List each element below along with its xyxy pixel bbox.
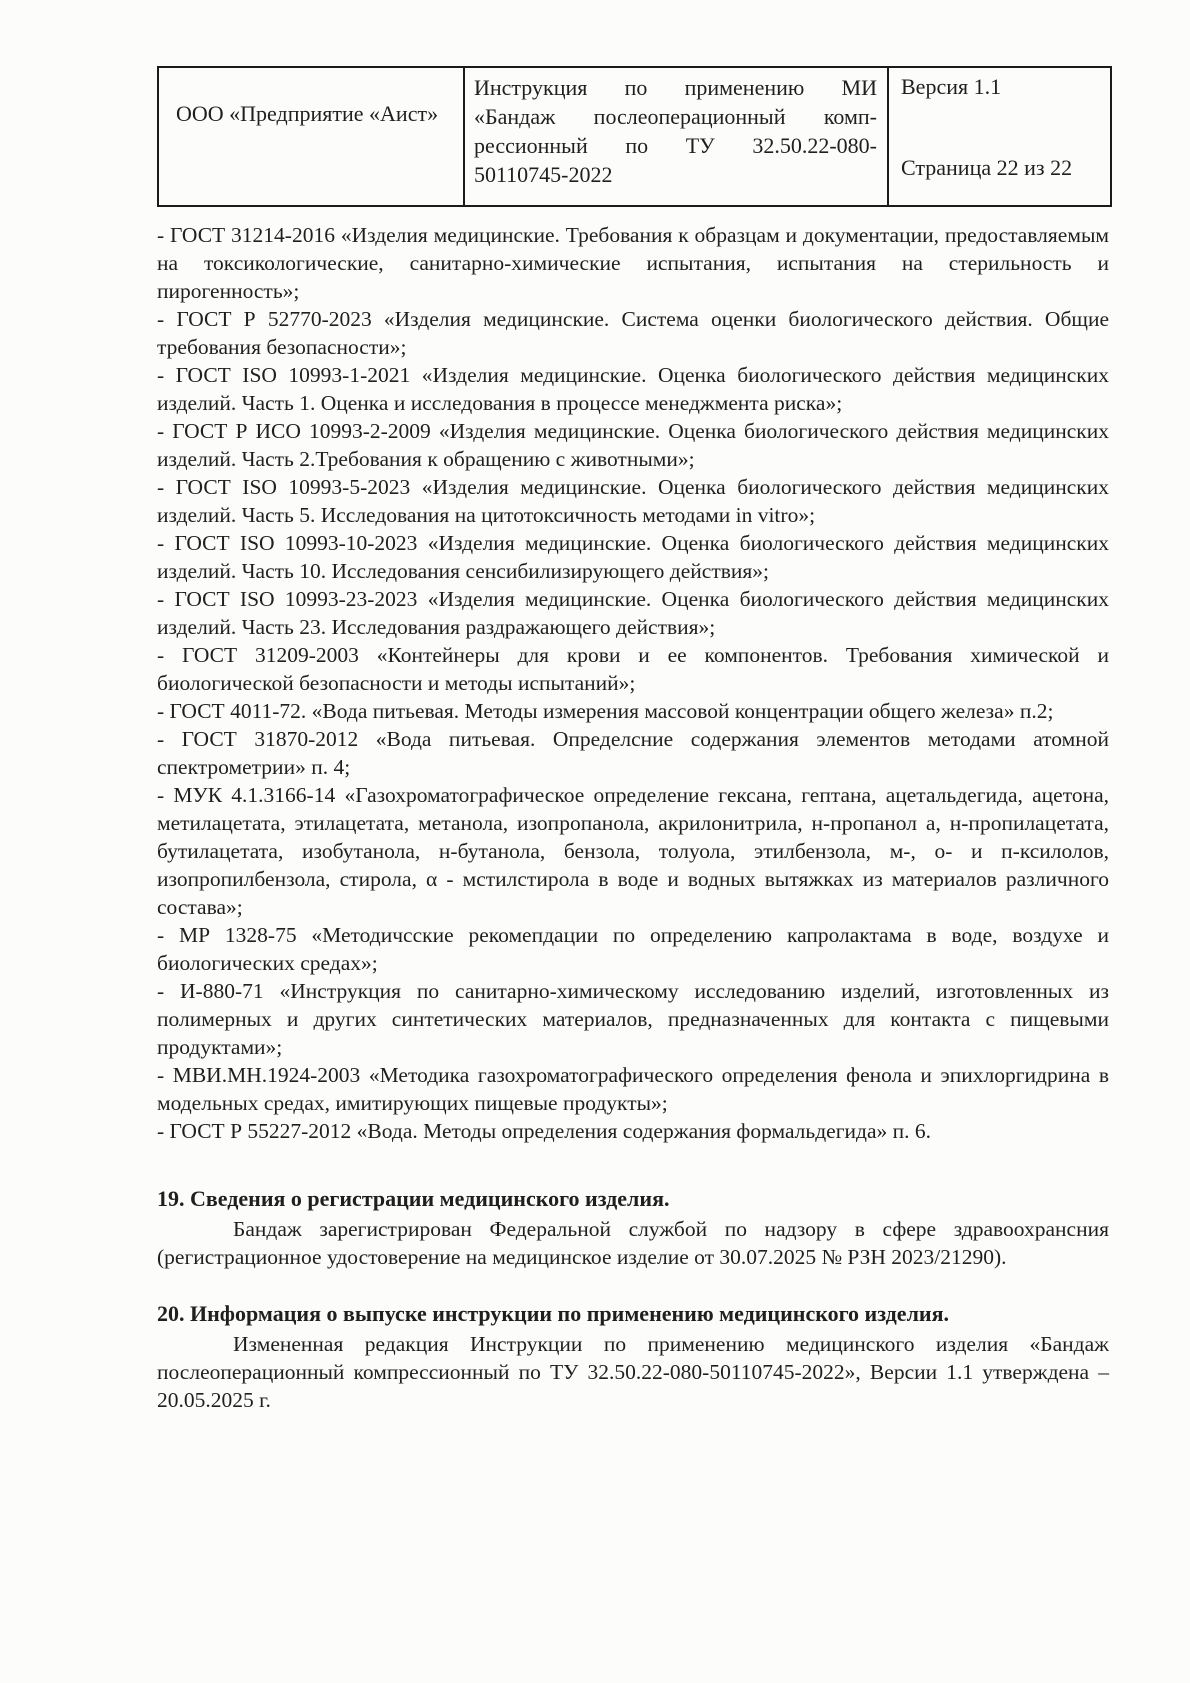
standard-item: - ГОСТ ISO 10993-23-2023 «Изделия медицинские. Оценка биологического действия медицинских изделий. Часть 23. Исследования раздражающего действия»;: [157, 587, 1109, 639]
standard-item: - МУК 4.1.3166-14 «Газохроматографическое определение гексана, гептана, ацетальдегида, ацетона, метилацетата, этилацетата, метанола, изопропанола, акрилонитрила, н-пропанол а, н-пропилацетата, бутилацетата, изобутанола, н-бутанола, бензола, толуола, этилбензола, м-, о- и п-ксилолов, изопропилбензола, стирола, α - мстилстирола в воде и водных вытяжках из материалов различного состава»;: [157, 783, 1109, 919]
standard-item: - ГОСТ 31209-2003 «Контейнеры для крови и ее компонентов. Требования химической и биологической безопасности и методы испытаний»;: [157, 643, 1109, 695]
page-number: Страница 22 из 22: [901, 155, 1073, 180]
document-body: [157, 221, 1109, 1414]
doc-title-line: рессионный по ТУ 32.50.22-080-: [474, 133, 877, 158]
doc-version: Версия 1.1: [901, 74, 1002, 99]
doc-title-cell: [465, 68, 889, 205]
standard-item: - МВИ.МН.1924-2003 «Методика газохроматографического определения фенола и эпихлоргидрина в модельных средах, имитирующих пищевые продукты»;: [157, 1063, 1109, 1115]
section-19-heading: 19. Сведения о регистрации медицинского изделия.: [157, 1186, 670, 1211]
doc-meta-cell: [889, 68, 1110, 205]
standard-item: - ГОСТ 4011-72. «Вода питьевая. Методы измерения массовой концентрации общего железа» п.2;: [157, 699, 1054, 723]
standard-item: - ГОСТ 31214-2016 «Изделия медицинские. Требования к образцам и документации, предоставляемым на токсикологические, санитарно-химические испытания, испытания на стерильность и пирогенность»;: [157, 223, 1109, 303]
doc-title-line: «Бандаж послеоперационный комп-: [474, 104, 877, 129]
header-table: [157, 66, 1112, 207]
standard-item: - ГОСТ 31870-2012 «Вода питьевая. Определсние содержания элементов методами атомной спектрометрии» п. 4;: [157, 727, 1109, 779]
standard-item: - ГОСТ ISO 10993-1-2021 «Изделия медицинские. Оценка биологического действия медицинских изделий. Часть 1. Оценка и исследования в процессе менеджмента риска»;: [157, 363, 1109, 415]
section-19-body: Бандаж зарегистрирован Федеральной службой по надзору в сфере здравоохрансния (регистрационное удостоверение на медицинское изделие от 30.07.2025 № РЗН 2023/21290).: [157, 1217, 1109, 1269]
company-name-cell: [159, 68, 465, 205]
standards-list: [157, 221, 1109, 1145]
standard-item: - ГОСТ ISO 10993-5-2023 «Изделия медицинские. Оценка биологического действия медицинских изделий. Часть 5. Исследования на цитотоксичность методами in vitro»;: [157, 475, 1109, 527]
standard-item: - И-880-71 «Инструкция по санитарно-химическому исследованию изделий, изготовленных из полимерных и других синтетических материалов, предназначенных для контакта с пищевыми продуктами»;: [157, 979, 1109, 1059]
standard-item: - ГОСТ ISO 10993-10-2023 «Изделия медицинские. Оценка биологического действия медицинских изделий. Часть 10. Исследования сенсибилизирующего действия»;: [157, 531, 1109, 583]
doc-title-line: Инструкция по применению МИ: [474, 75, 877, 100]
standard-item: - ГОСТ Р 52770-2023 «Изделия медицинские. Система оценки биологического действия. Общие требования безопасности»;: [157, 307, 1109, 359]
standard-item: - ГОСТ Р ИСО 10993-2-2009 «Изделия медицинские. Оценка биологического действия медицинских изделий. Часть 2.Требования к обращению с животными»;: [157, 419, 1109, 471]
section-20-body: Измененная редакция Инструкции по применению медицинского изделия «Бандаж послеоперационный компрессионный по ТУ 32.50.22-080-50110745-2022», Версии 1.1 утверждена – 20.05.2025 г.: [157, 1332, 1109, 1412]
section-20-heading: 20. Информация о выпуске инструкции по применению медицинского изделия.: [157, 1301, 949, 1326]
standard-item: - МР 1328-75 «Методичсские рекомепдации по определению капролактама в воде, воздухе и биологических средах»;: [157, 923, 1109, 975]
doc-title: [474, 73, 877, 189]
company-name: ООО «Предприятие «Аист»: [176, 101, 439, 126]
standard-item: - ГОСТ Р 55227-2012 «Вода. Методы определения содержания формальдегида» п. 6.: [157, 1119, 932, 1143]
doc-title-line: 50110745-2022: [474, 162, 613, 187]
